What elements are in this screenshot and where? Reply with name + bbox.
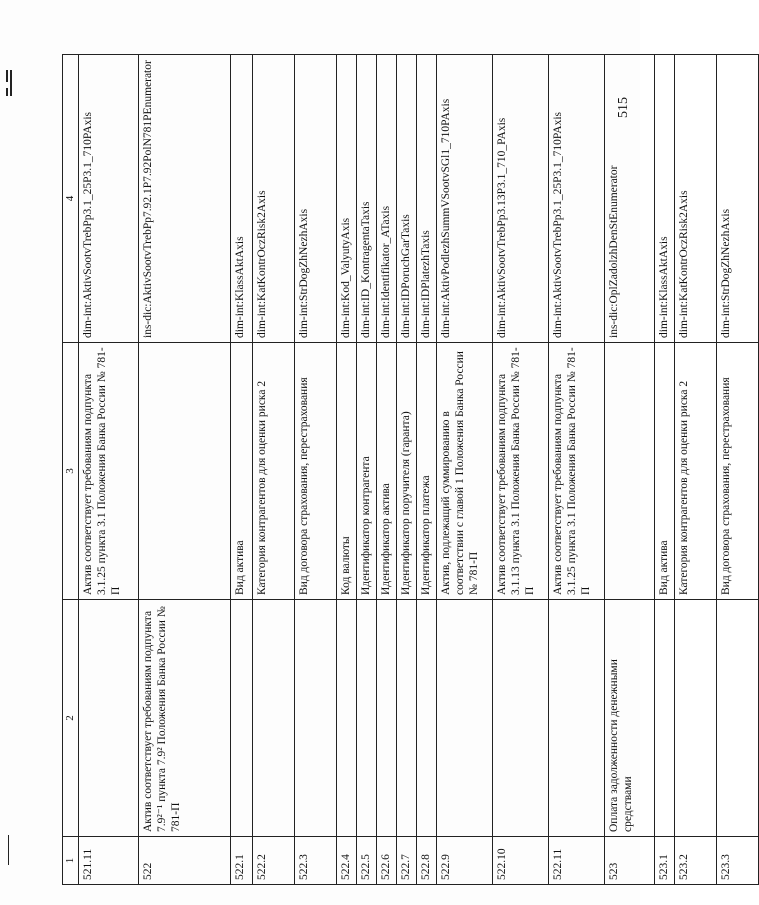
table-cell-code: dim-int:AktivPodlezhSummVSootvSGl1_710PAxis <box>437 55 493 343</box>
table-cell-desc: Вид актива <box>231 343 253 600</box>
table-cell-num: 523.3 <box>717 837 759 885</box>
table-row <box>605 55 655 885</box>
table-cell-desc <box>605 343 655 600</box>
rotated-table-wrapper <box>62 55 759 885</box>
table-cell-code: dim-int:KatKontrOczRisk2Axis <box>675 55 717 343</box>
table-cell-desc: Актив соответствует требованиям подпункта 3.1.25 пункта 3.1 Положения Банка России № 781-П <box>79 343 139 600</box>
data-table <box>62 54 759 885</box>
table-cell-num: 522.8 <box>417 837 437 885</box>
table-cell-name <box>717 600 759 837</box>
table-cell-desc: Вид договора страхования, перестрахования <box>717 343 759 600</box>
table-cell-desc <box>139 343 231 600</box>
table-row <box>357 55 377 885</box>
table-cell-desc: Идентификатор контрагента <box>357 343 377 600</box>
table-cell-num: 522.2 <box>253 837 295 885</box>
table-cell-desc: Идентификатор актива <box>377 343 397 600</box>
table-row <box>337 55 357 885</box>
scan-artifact <box>6 88 8 96</box>
table-cell-name <box>549 600 605 837</box>
table-cell-code: dim-int:AktivSootvTrebPp3.1_25P3.1_710PAxis <box>79 55 139 343</box>
scan-artifact <box>10 70 12 96</box>
table-cell-code: dim-int:KlassAktAxis <box>655 55 675 343</box>
table-row <box>139 55 231 885</box>
table-cell-desc: Актив соответствует требованиям подпункта 3.1.25 пункта 3.1 Положения Банка России № 781-П <box>549 343 605 600</box>
table-cell-code: dim-int:Kod_ValyutyAxis <box>337 55 357 343</box>
table-cell-desc: Вид актива <box>655 343 675 600</box>
table-cell-num: 523.2 <box>675 837 717 885</box>
table-cell-num: 522.11 <box>549 837 605 885</box>
table-cell-num: 523 <box>605 837 655 885</box>
table-row <box>549 55 605 885</box>
table-row <box>253 55 295 885</box>
table-cell-desc: Вид договора страхования, перестрахования <box>295 343 337 600</box>
table-cell-desc: Актив, подлежащий суммированию в соответствии с главой 1 Положения Банка России № 781-П <box>437 343 493 600</box>
table-cell-code: ins-dic:AktivSootvTrebPp7.92.1P7.92PolN781PEnumerator <box>139 55 231 343</box>
table-cell-num: 523.1 <box>655 837 675 885</box>
table-cell-name <box>655 600 675 837</box>
table-row <box>79 55 139 885</box>
table-row <box>655 55 675 885</box>
table-row <box>295 55 337 885</box>
table-cell-code: dim-int:IDPoruchGarTaxis <box>397 55 417 343</box>
table-cell-code: dim-int:AktivSootvTrebPp3.13P3.1_710_PAxis <box>493 55 549 343</box>
table-cell-code: dim-int:StrDogZhNezhAxis <box>717 55 759 343</box>
table-row <box>717 55 759 885</box>
table-cell-name <box>231 600 253 837</box>
table-cell-code: dim-int:Identifikator_ATaxis <box>377 55 397 343</box>
table-cell-code: dim-int:AktivSootvTrebPp3.1_25P3.1_710PAxis <box>549 55 605 343</box>
table-cell-num: 521.11 <box>79 837 139 885</box>
table-cell-code: dim-int:StrDogZhNezhAxis <box>295 55 337 343</box>
table-row <box>417 55 437 885</box>
table-cell-code: ins-dic:OplZadolzhDenStEnumerator <box>605 55 655 343</box>
table-cell-desc: Категория контрагентов для оценки риска 2 <box>253 343 295 600</box>
table-cell-num: 522.6 <box>377 837 397 885</box>
table-row <box>231 55 253 885</box>
table-cell-name <box>493 600 549 837</box>
table-cell-name: Актив соответствует требованиям подпункта 7.9²⁻¹ пункта 7.9² Положения Банка России № 781-П <box>139 600 231 837</box>
table-cell-name <box>675 600 717 837</box>
scan-artifact <box>8 835 9 865</box>
table-cell-name <box>417 600 437 837</box>
table-cell-name <box>79 600 139 837</box>
table-cell-name <box>357 600 377 837</box>
page-number: 515 <box>616 97 631 118</box>
table-cell-name <box>377 600 397 837</box>
table-cell-name <box>253 600 295 837</box>
table-row <box>493 55 549 885</box>
table-cell-num: 522 <box>139 837 231 885</box>
scan-artifact <box>6 70 8 82</box>
table-cell-num: 522.3 <box>295 837 337 885</box>
table-cell-name <box>337 600 357 837</box>
table-row <box>397 55 417 885</box>
table-row <box>377 55 397 885</box>
column-header: 2 <box>63 600 79 837</box>
table-cell-name: Оплата задолженности денежными средствами <box>605 600 655 837</box>
table-cell-num: 522.1 <box>231 837 253 885</box>
table-header-row <box>63 55 79 885</box>
table-cell-code: dim-int:KatKontrOczRisk2Axis <box>253 55 295 343</box>
table-cell-desc: Код валюты <box>337 343 357 600</box>
table-cell-desc: Актив соответствует требованиям подпункта 3.1.13 пункта 3.1 Положения Банка России № 781-П <box>493 343 549 600</box>
table-row <box>675 55 717 885</box>
column-header: 3 <box>63 343 79 600</box>
table-cell-code: dim-int:ID_KontragentaTaxis <box>357 55 377 343</box>
table-cell-desc: Категория контрагентов для оценки риска 2 <box>675 343 717 600</box>
table-cell-num: 522.9 <box>437 837 493 885</box>
table-cell-code: dim-int:IDPlatezhTaxis <box>417 55 437 343</box>
column-header: 1 <box>63 837 79 885</box>
table-cell-num: 522.10 <box>493 837 549 885</box>
table-cell-num: 522.4 <box>337 837 357 885</box>
table-cell-name <box>397 600 417 837</box>
table-cell-name <box>295 600 337 837</box>
table-cell-name <box>437 600 493 837</box>
table-cell-desc: Идентификатор поручителя (гаранта) <box>397 343 417 600</box>
table-cell-code: dim-int:KlassAktAxis <box>231 55 253 343</box>
table-cell-desc: Идентификатор платежа <box>417 343 437 600</box>
table-cell-num: 522.7 <box>397 837 417 885</box>
table-cell-num: 522.5 <box>357 837 377 885</box>
table-row <box>437 55 493 885</box>
column-header: 4 <box>63 55 79 343</box>
